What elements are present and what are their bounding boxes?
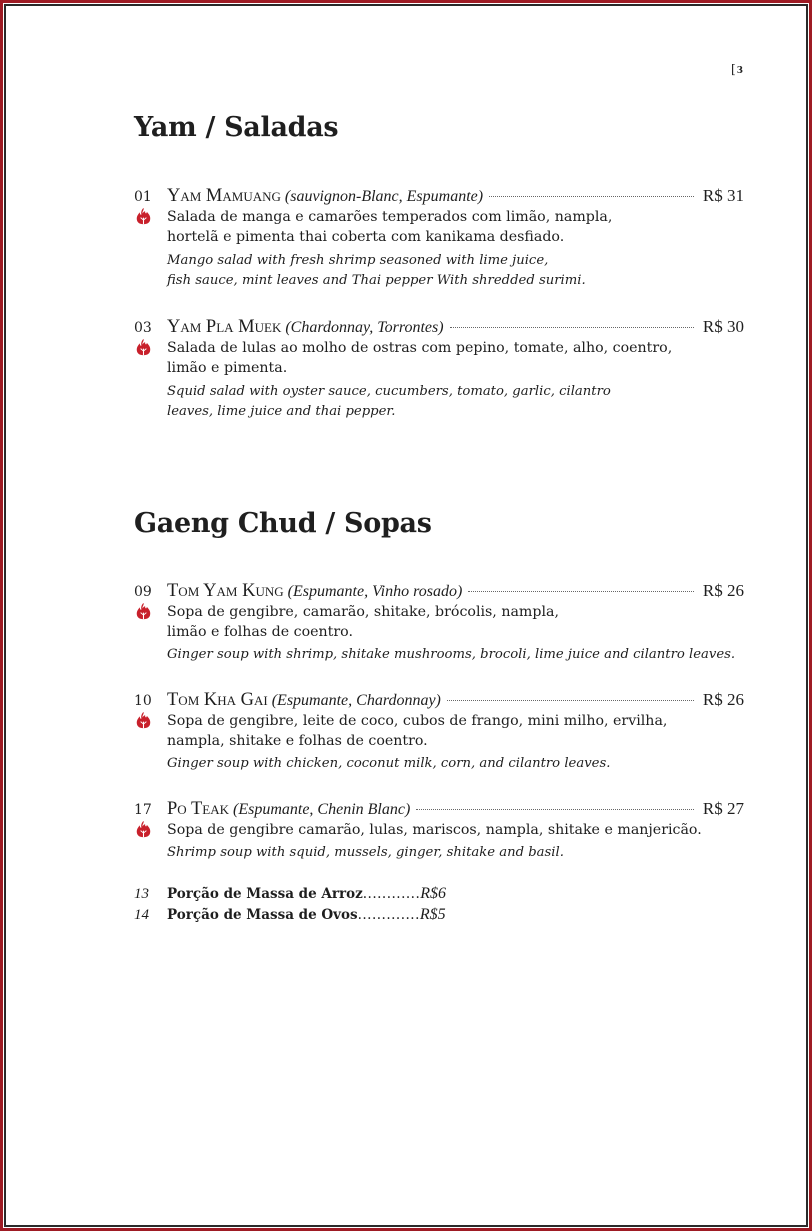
item-price: R$ 26 (702, 581, 744, 600)
leader-dots (489, 196, 694, 197)
extra-item-massa-ovos (134, 906, 446, 927)
item-description-pt: Sopa de gengibre, leite de coco, cubos de frango, mini milho, ervilha, nampla, shitake e folhas de coentro. (167, 713, 668, 749)
wine-pairing: (sauvignon-Blanc, Espumante) (284, 188, 484, 205)
extra-label: Porção de Massa de Arroz (167, 886, 363, 902)
section-title-saladas: Yam / Saladas (134, 112, 339, 143)
item-price: R$ 30 (702, 317, 744, 336)
section-title-sopas: Gaeng Chud / Sopas (134, 508, 432, 539)
item-description-en: Squid salad with oyster sauce, cucumbers, tomato, garlic, cilantro leaves, lime juice and thai pepper. (167, 384, 611, 419)
item-number: 01 (134, 189, 152, 205)
leader-dots (447, 700, 694, 701)
extra-number: 13 (134, 886, 149, 902)
chili-flame-icon (135, 207, 152, 225)
wine-pairing: (Espumante, Vinho rosado) (287, 583, 463, 600)
leader-dots (416, 809, 694, 810)
item-name: Yam Pla Muek (167, 317, 282, 337)
wine-pairing: (Espumante, Chardonnay) (271, 692, 441, 709)
item-description-en: Ginger soup with chicken, coconut milk, corn, and cilantro leaves. (167, 756, 611, 771)
item-name: Tom Kha Gai (167, 690, 268, 710)
menu-item-po-teak (134, 799, 744, 863)
item-description-pt: Salada de lulas ao molho de ostras com pepino, tomate, alho, coentro, limão e pimenta. (167, 340, 673, 376)
item-description-pt: Sopa de gengibre, camarão, shitake, brócolis, nampla, limão e folhas de coentro. (167, 604, 559, 640)
leader-dots (468, 591, 694, 592)
page-number: [3 (731, 62, 743, 76)
wine-pairing: (Chardonnay, Torrontes) (285, 319, 444, 336)
menu-item-yam-mamuang (134, 186, 744, 291)
item-name: Tom Yam Kung (167, 581, 284, 601)
extra-dots: ............. (357, 907, 420, 923)
extra-price: R$5 (419, 906, 446, 923)
leader-dots (450, 327, 694, 328)
extra-item-massa-arroz (134, 885, 446, 906)
item-price: R$ 27 (702, 799, 744, 818)
item-description-en: Mango salad with fresh shrimp seasoned with lime juice, fish sauce, mint leaves and Thai pepper With shredded surimi. (167, 253, 586, 288)
chili-flame-icon (135, 602, 152, 620)
item-price: R$ 26 (702, 690, 744, 709)
item-price: R$ 31 (702, 186, 744, 205)
extra-price: R$6 (420, 885, 447, 902)
item-description-en: Shrimp soup with squid, mussels, ginger, shitake and basil. (167, 845, 564, 860)
item-number: 10 (134, 693, 152, 709)
menu-item-yam-pla-muek (134, 317, 744, 422)
item-name: Po Teak (167, 799, 229, 819)
extra-label: Porção de Massa de Ovos (167, 907, 358, 923)
menu-item-tom-yam-kung (134, 581, 744, 665)
item-number: 17 (134, 802, 152, 818)
wine-pairing: (Espumante, Chenin Blanc) (233, 801, 411, 818)
item-name: Yam Mamuang (167, 186, 281, 206)
extra-dots: ............ (362, 886, 421, 902)
item-description-pt: Sopa de gengibre camarão, lulas, mariscos, nampla, shitake e manjericão. (167, 822, 702, 838)
item-description-en: Ginger soup with shrimp, shitake mushrooms, brocoli, lime juice and cilantro leaves. (167, 647, 736, 662)
item-description-pt: Salada de manga e camarões temperados com limão, nampla, hortelã e pimenta thai coberta com kanikama desfiado. (167, 209, 613, 245)
chili-flame-icon (135, 338, 152, 356)
item-number: 09 (134, 584, 152, 600)
chili-flame-icon (135, 820, 152, 838)
chili-flame-icon (135, 711, 152, 729)
item-number: 03 (134, 320, 152, 336)
extra-number: 14 (134, 907, 149, 923)
menu-item-tom-kha-gai (134, 690, 744, 774)
